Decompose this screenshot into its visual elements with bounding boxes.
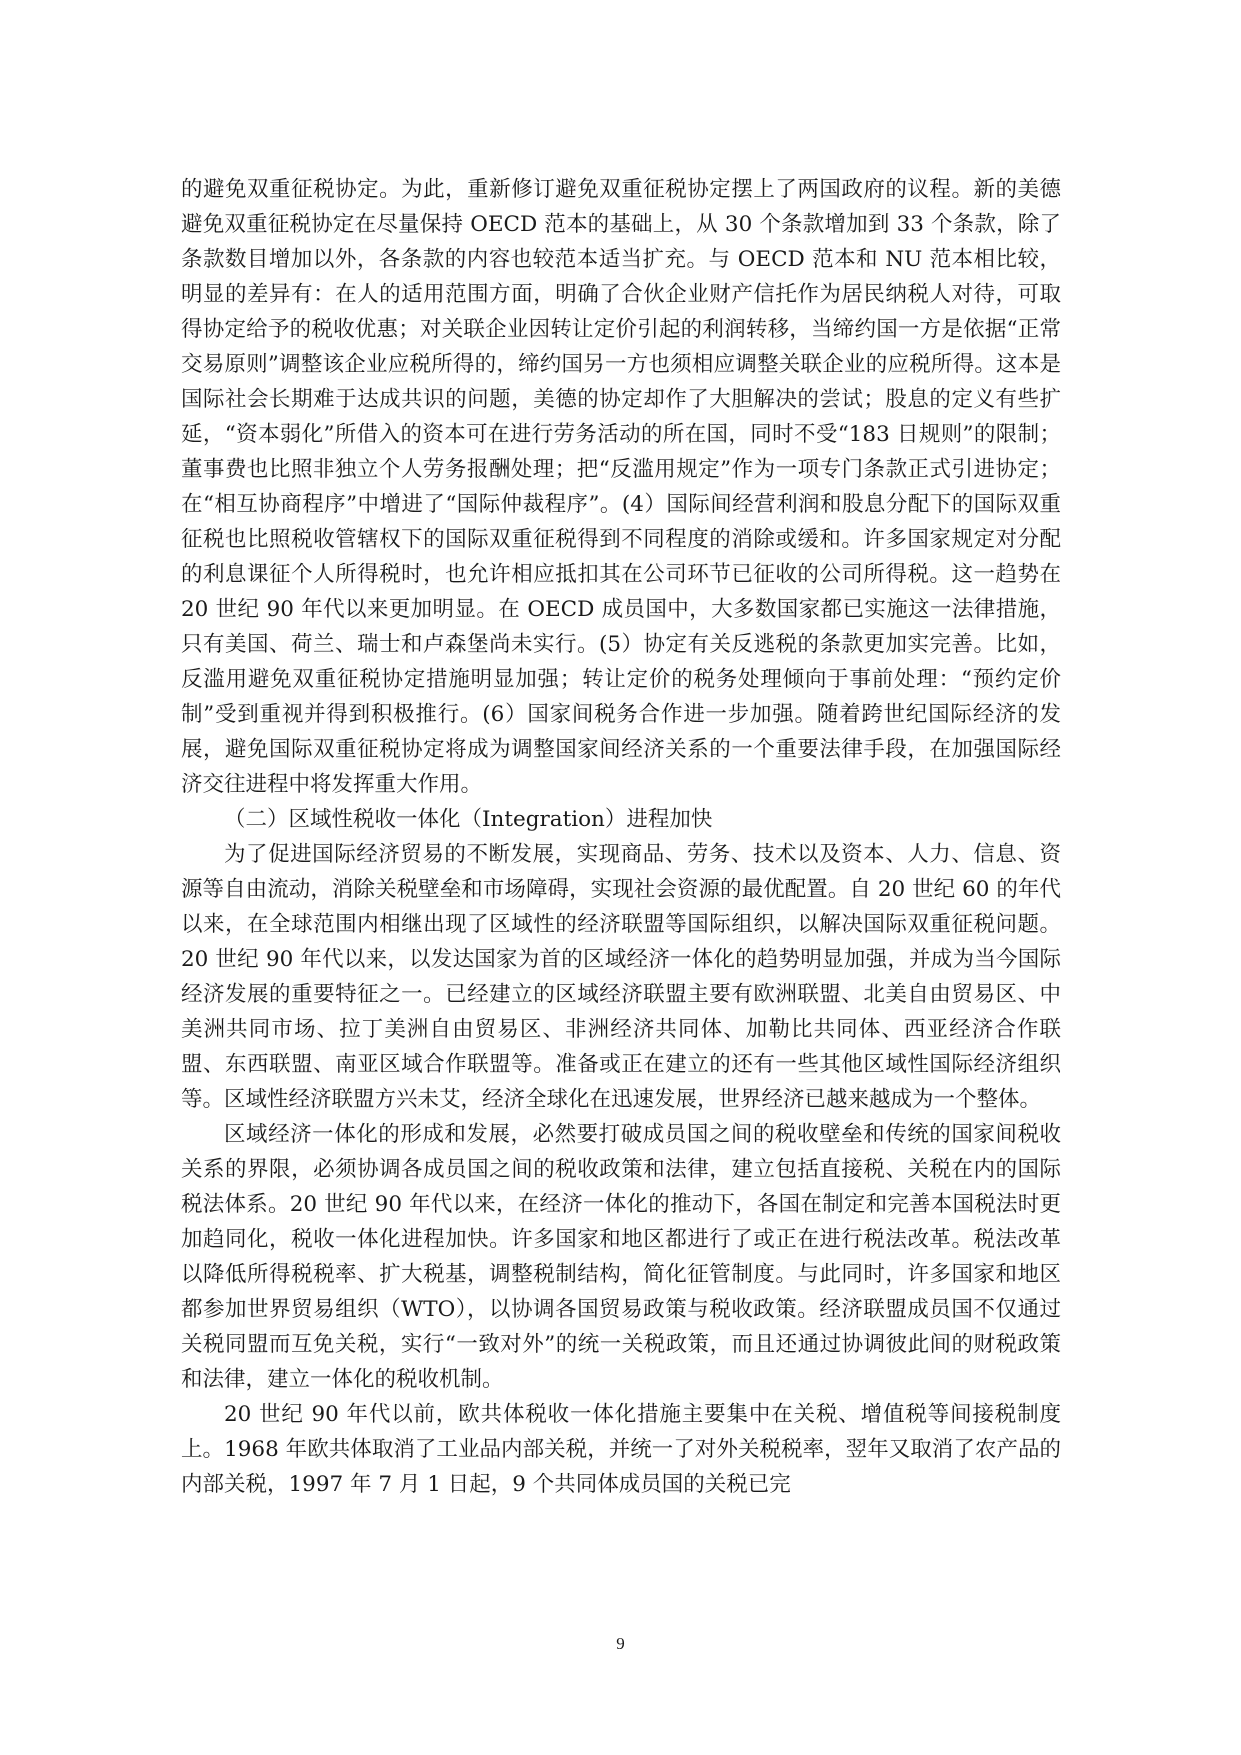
section-heading: （二）区域性税收一体化（Integration）进程加快	[224, 807, 713, 832]
paragraph-ec-tax-history: 20 世纪 90 年代以前，欧共体税收一体化措施主要集中在关税、增值税等间接税制度上。1968 年欧共体取消了工业品内部关税，并统一了对外关税税率，翌年又取消了农产品的内部关税，1997 年 7 月 1 日起，9 个共同体成员国的关税已完	[181, 1402, 1061, 1497]
page-number: 9	[616, 1634, 625, 1653]
document-body	[181, 172, 1061, 1502]
paragraph-tax-coordination: 区域经济一体化的形成和发展，必然要打破成员国之间的税收壁垒和传统的国家间税收关系的界限，必须协调各成员国之间的税收政策和法律，建立包括直接税、关税在内的国际税法体系。20 世纪 90 年代以来，在经济一体化的推动下，各国在制定和完善本国税法时更加趋同化，税收一体化进程加快。许多国家和地区都进行了或正在进行税法改革。税法改革以降低所得税税率、扩大税基，调整税制结构，简化征管制度。与此同时，许多国家和地区都参加世界贸易组织（WTO），以协调各国贸易政策与税收政策。经济联盟成员国不仅通过关税同盟而互免关税，实行“一致对外”的统一关税政策，而且还通过协调彼此间的财税政策和法律，建立一体化的税收机制。	[181, 1122, 1061, 1392]
paragraph-regional-integration: 为了促进国际经济贸易的不断发展，实现商品、劳务、技术以及资本、人力、信息、资源等自由流动，消除关税壁垒和市场障碍，实现社会资源的最优配置。自 20 世纪 60 的年代以来，在全球范围内相继出现了区域性的经济联盟等国际组织，以解决国际双重征税问题。20 世纪 90 年代以来，以发达国家为首的区域经济一体化的趋势明显加强，并成为当今国际经济发展的重要特征之一。已经建立的区域经济联盟主要有欧洲联盟、北美自由贸易区、中美洲共同市场、拉丁美洲自由贸易区、非洲经济共同体、加勒比共同体、西亚经济合作联盟、东西联盟、南亚区域合作联盟等。准备或正在建立的还有一些其他区域性国际经济组织等。区域性经济联盟方兴未艾，经济全球化在迅速发展，世界经济已越来越成为一个整体。	[181, 842, 1061, 1112]
paragraph-continuation: 的避免双重征税协定。为此，重新修订避免双重征税协定摆上了两国政府的议程。新的美德避免双重征税协定在尽量保持 OECD 范本的基础上，从 30 个条款增加到 33 个条款，除了条款数目增加以外，各条款的内容也较范本适当扩充。与 OECD 范本和 NU 范本相比较，明显的差异有：在人的适用范围方面，明确了合伙企业财产信托作为居民纳税人对待，可取得协定给予的税收优惠；对关联企业因转让定价引起的利润转移，当缔约国一方是依据“正常交易原则”调整该企业应税所得的，缔约国另一方也须相应调整关联企业的应税所得。这本是国际社会长期难于达成共识的问题，美德的协定却作了大胆解决的尝试；股息的定义有些扩延，“资本弱化”所借入的资本可在进行劳务活动的所在国，同时不受“183 日规则”的限制；董事费也比照非独立个人劳务报酬处理；把“反滥用规定”作为一项专门条款正式引进协定；在“相互协商程序”中增进了“国际仲裁程序”。(4）国际间经营利润和股息分配下的国际双重征税也比照税收管辖权下的国际双重征税得到不同程度的消除或缓和。许多国家规定对分配的利息课征个人所得税时，也允许相应抵扣其在公司环节已征收的公司所得税。这一趋势在 20 世纪 90 年代以来更加明显。在 OECD 成员国中，大多数国家都已实施这一法律措施，只有美国、荷兰、瑞士和卢森堡尚未实行。(5）协定有关反逃税的条款更加实完善。比如，反滥用避免双重征税协定措施明显加强；转让定价的税务处理倾向于事前处理：“预约定价制”受到重视并得到积极推行。(6）国家间税务合作进一步加强。随着跨世纪国际经济的发展，避免国际双重征税协定将成为调整国家间经济关系的一个重要法律手段，在加强国际经济交往进程中将发挥重大作用。	[181, 177, 1061, 797]
